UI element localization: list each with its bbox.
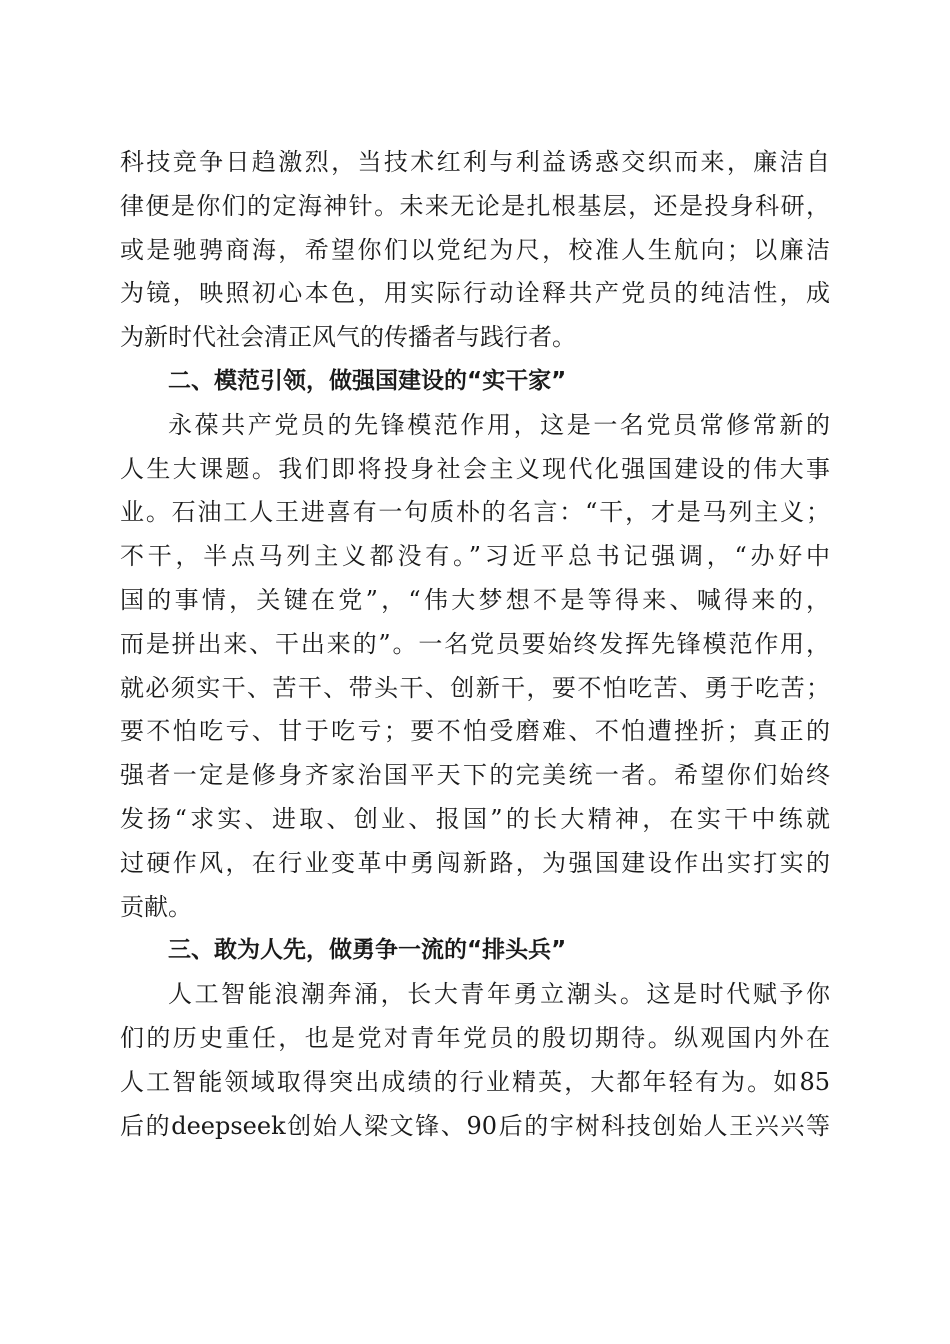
text-line: 们的历史重任，也是党对青年党员的殷切期待。纵观国内外在 bbox=[120, 1023, 830, 1052]
text-line: 人工智能浪潮奔涌，长大青年勇立潮头。这是时代赋予你 bbox=[168, 980, 830, 1009]
text-line: 就必须实干、苦干、带头干、创新干，要不怕吃苦、勇于吃苦； bbox=[120, 673, 830, 702]
text-line: 人工智能领域取得突出成绩的行业精英，大都年轻有为。如85 bbox=[120, 1067, 830, 1096]
text-line: 而是拼出来、干出来的”。一名党员要始终发挥先锋模范作用， bbox=[120, 629, 830, 658]
text-line: 科技竞争日趋激烈，当技术红利与利益诱惑交织而来，廉洁自 bbox=[120, 148, 830, 176]
text-line: 律便是你们的定海神针。未来无论是扎根基层，还是投身科研， bbox=[120, 191, 830, 220]
text-line: 要不怕吃亏、甘于吃亏；要不怕受磨难、不怕遭挫折；真正的 bbox=[120, 717, 830, 746]
text-line: 永葆共产党员的先锋模范作用，这是一名党员常修常新的 bbox=[168, 410, 830, 439]
paragraph-1 bbox=[120, 141, 830, 360]
text-line: 为新时代社会清正风气的传播者与践行者。 bbox=[120, 323, 576, 352]
text-line: 过硬作风，在行业变革中勇闯新路，为强国建设作出实打实的 bbox=[120, 848, 830, 877]
section-heading-3: 三、敢为人先，做勇争一流的“排头兵” bbox=[168, 937, 567, 964]
text-line: 贡献。 bbox=[120, 892, 192, 921]
text-line: 业。石油工人王进喜有一句质朴的名言：“干，才是马列主义； bbox=[120, 498, 830, 527]
paragraph-3 bbox=[120, 973, 830, 1148]
document-body bbox=[120, 141, 830, 1148]
paragraph-2 bbox=[120, 404, 830, 930]
text-line: 或是驰骋商海，希望你们以党纪为尺，校准人生航向；以廉洁 bbox=[120, 235, 830, 264]
text-line: 不干，半点马列主义都没有。”习近平总书记强调，“办好中 bbox=[120, 542, 830, 571]
text-line: 后的deepseek创始人梁文锋、90后的宇树科技创始人王兴兴等 bbox=[120, 1111, 830, 1140]
text-line: 发扬“求实、进取、创业、报国”的长大精神，在实干中练就 bbox=[120, 804, 830, 833]
text-line: 国的事情，关键在党”，“伟大梦想不是等得来、喊得来的， bbox=[120, 585, 830, 614]
text-line: 人生大课题。我们即将投身社会主义现代化强国建设的伟大事 bbox=[120, 454, 830, 483]
text-line: 为镜，映照初心本色，用实际行动诠释共产党员的纯洁性，成 bbox=[120, 279, 830, 308]
section-heading-2: 二、模范引领，做强国建设的“实干家” bbox=[168, 367, 567, 394]
text-line: 强者一定是修身齐家治国平天下的完美统一者。希望你们始终 bbox=[120, 761, 830, 790]
